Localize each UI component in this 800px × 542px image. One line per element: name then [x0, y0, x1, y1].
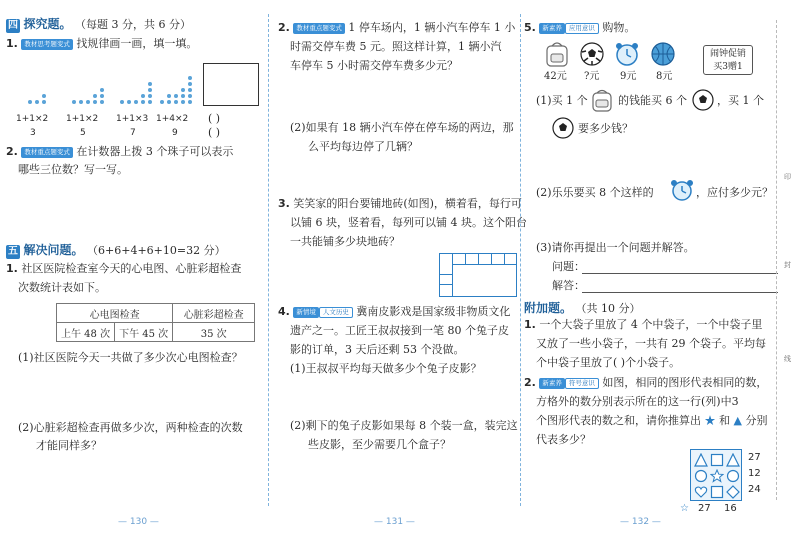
p5-tag-apply: 应用意识: [565, 23, 599, 34]
price-soccer-ball: ?元: [584, 71, 600, 82]
square-icon: [710, 485, 724, 499]
p1-sub1: (1)社区医院今天一共做了多少次心电图检查？: [18, 351, 243, 364]
section-5-box: 五: [8, 246, 18, 257]
checkup-table: [56, 303, 255, 342]
value-2: 5: [80, 128, 86, 138]
expr-1: 1+1×2: [16, 114, 49, 124]
q1-number: 1.: [6, 37, 18, 50]
table-header-row: [57, 304, 255, 323]
p5-sub1-mid: 的钱能买 6 个: [618, 94, 687, 107]
row-sum-2: 12: [748, 468, 761, 479]
symbol-grid: [690, 449, 742, 501]
page-number-132: — 132 —: [620, 517, 661, 527]
p5-sub1-line2: 要多少钱？: [578, 122, 633, 135]
backpack-icon: [544, 40, 570, 68]
binding-mark-line: 线: [784, 355, 791, 363]
section-4-note: （每题 3 分，共 6 分）: [75, 18, 191, 31]
x2-tag-symbol: 符号意识: [565, 378, 599, 389]
solution-answer-line[interactable]: [582, 292, 778, 293]
corner-star-icon: ☆: [680, 503, 689, 514]
p5-tag-new: 新素养: [539, 23, 565, 34]
binding-mark-seal: 封: [784, 261, 791, 269]
x2-line4: 代表多少？: [536, 433, 591, 446]
p4-sub1: (1)王叔叔平均每天做多少个兔子皮影？: [290, 362, 482, 375]
blank-2[interactable]: ( ): [208, 126, 221, 139]
page-130: [0, 0, 266, 542]
p4-tag-culture: 人文历史: [319, 307, 353, 318]
value-3: 7: [130, 128, 136, 138]
row-sum-3: 24: [748, 484, 761, 495]
column-divider-1: [268, 14, 269, 506]
p1-line2: 次数统计表如下。: [18, 281, 106, 294]
table-cell-echo: 35 次: [173, 323, 255, 342]
section-4-box: 四: [8, 20, 18, 31]
p2-line3: 车停车 5 小时需交停车费多少元？: [290, 59, 458, 72]
row-sum-1: 27: [748, 452, 761, 463]
question-answer-line[interactable]: [582, 273, 778, 274]
p2-tag: 教材重点题变式: [293, 23, 345, 34]
extra-note: （共 10 分）: [575, 302, 641, 315]
price-alarm-clock: 9元: [620, 71, 637, 82]
x1-line3: 个中袋子里放了( )个小袋子。: [536, 356, 681, 369]
section-5-header: [6, 241, 226, 259]
value-4: 9: [172, 128, 178, 138]
p5-sub3: (3)请你再提出一个问题并解答。: [536, 241, 695, 254]
p4-line1: 4. 新情境 人文历史 冀南皮影戏是国家级非物质文化: [278, 305, 511, 318]
section-5-note: （6+6+4+6+10=32 分）: [87, 244, 226, 257]
soccer-ball-icon: [580, 42, 604, 66]
binding-line: [776, 20, 777, 500]
col-sum-2: 16: [724, 503, 737, 514]
page-132: [522, 0, 800, 542]
table-row: [57, 323, 255, 342]
promo-offer: 买3赠1: [713, 62, 743, 72]
page-number-131: — 131 —: [374, 517, 415, 527]
expr-4: 1+4×2: [156, 114, 189, 124]
page-number-130: — 130 —: [118, 517, 159, 527]
p4-line2: 遗产之一。工匠王叔叔接到一笔 80 个兔子皮: [290, 324, 509, 337]
q2-line1: 2. 教材重点题变式 在计数器上拨 3 个珠子可以表示: [6, 145, 234, 158]
q2-line2: 哪些三位数？写一写。: [18, 163, 128, 176]
diamond-icon: [726, 485, 740, 499]
p2-line1: 2. 教材重点题变式 1 停车场内，1 辆小汽车停车 1 小: [278, 21, 516, 34]
backpack-icon: [590, 88, 614, 112]
expr-3: 1+1×3: [116, 114, 149, 124]
section-4-header: [6, 15, 191, 33]
alarm-clock-icon: [614, 41, 640, 67]
table-cell-afternoon: 下午 45 次: [115, 323, 173, 342]
basketball-icon: [650, 41, 676, 67]
p5-line1: 5. 新素养 应用意识 购物。: [524, 21, 636, 34]
q1-text: 找规律画一画，填一填。: [76, 37, 198, 50]
circle-icon: [694, 469, 708, 483]
p4-tag-new: 新情境: [293, 307, 319, 318]
heart-icon: [694, 485, 708, 499]
q2-tag: 教材重点题变式: [21, 147, 73, 158]
triangle-icon: [726, 453, 740, 467]
p4-sub2-line2: 些皮影，至少需要几个盒子？: [308, 438, 451, 451]
question-label: 问题：: [552, 260, 585, 273]
circle-icon: [726, 469, 740, 483]
q1-line: [6, 37, 197, 51]
q1-tag: 教材思考题变式: [21, 39, 73, 50]
section-4-title: 探究题。: [23, 17, 72, 31]
star-icon: [710, 469, 724, 483]
promo-title: 闹钟促销: [709, 49, 746, 59]
p5-sub2-end: ，应付多少元？: [696, 186, 773, 199]
alarm-clock-icon: [670, 178, 694, 202]
x2-line3: 个图形代表的数之和，请你推算出 ★ 和 ▲ 分别: [536, 414, 768, 427]
solution-label: 解答：: [552, 279, 585, 292]
balcony-tile-figure: [439, 253, 517, 297]
expr-2: 1+1×2: [66, 114, 99, 124]
p1-line1: 1. 社区医院检查室今天的心电图、心脏彩超检查: [6, 262, 242, 275]
p3-line3: 一共能铺多少块地砖？: [290, 235, 400, 248]
p4-line3: 影的订单，3 天后还剩 53 个没做。: [290, 343, 465, 356]
promo-sign: [703, 45, 753, 75]
blank-1[interactable]: ( ): [208, 112, 221, 125]
col-sum-1: 27: [698, 503, 711, 514]
p2-line2: 时需交停车费 5 元。照这样计算，1 辆小汽: [290, 40, 502, 53]
x2-line1: 2. 新素养 符号意识 如图，相同的图形代表相同的数，: [524, 376, 768, 389]
table-header-ecg: 心电图检查: [57, 304, 173, 323]
page-131: [270, 0, 527, 542]
p1-sub2-line1: (2)心脏彩超检查再做多少次，两种检查的次数: [18, 421, 243, 434]
p5-sub2-start: (2)乐乐要买 8 个这样的: [536, 186, 654, 199]
soccer-ball-icon: [552, 117, 574, 139]
p5-sub1-line1: (1)买 1 个: [536, 94, 588, 107]
binding-mark-print: 印: [784, 173, 791, 181]
star-symbol-icon: ★: [704, 414, 716, 427]
soccer-ball-icon: [692, 89, 714, 111]
p2-sub2-line2: 么平均每边停了几辆？: [308, 140, 418, 153]
p4-sub2-line1: (2)剩下的兔子皮影如果每 8 个装一盒，装完这: [290, 419, 518, 432]
extra-header: [524, 299, 641, 316]
price-backpack: 42元: [544, 71, 567, 82]
column-divider-2: [520, 14, 521, 506]
table-cell-morning: 上午 48 次: [57, 323, 115, 342]
x1-line2: 又放了一些小袋子，一共有 29 个袋子。平均每: [536, 337, 766, 350]
triangle-symbol-icon: ▲: [733, 414, 742, 427]
triangle-icon: [694, 453, 708, 467]
x1-line1: 1. 一个大袋子里放了 4 个中袋子，一个中袋子里: [524, 318, 763, 331]
p3-line2: 以铺 6 块，竖着看，每列可以铺 4 块。这个阳台: [290, 216, 527, 229]
p5-sub1-end: ，买 1 个: [717, 94, 764, 107]
x2-line2: 方格外的数分别表示所在的这一行(列)中3: [536, 395, 739, 408]
x2-tag-new: 新素养: [539, 378, 565, 389]
p1-sub2-line2: 才能同样多？: [36, 439, 102, 452]
table-header-echo: 心脏彩超检查: [173, 304, 255, 323]
p2-sub2-line1: (2)如果有 18 辆小汽车停在停车场的两边，那: [290, 121, 514, 134]
section-5-title: 解决问题。: [23, 243, 84, 257]
extra-title: 附加题。: [524, 301, 573, 315]
p3-line1: 3. 笑笑家的阳台要铺地砖(如图)，横着看，每行可: [278, 197, 522, 210]
drawing-box[interactable]: [203, 63, 259, 106]
square-icon: [710, 453, 724, 467]
value-1: 3: [30, 128, 36, 138]
price-basketball: 8元: [656, 71, 673, 82]
